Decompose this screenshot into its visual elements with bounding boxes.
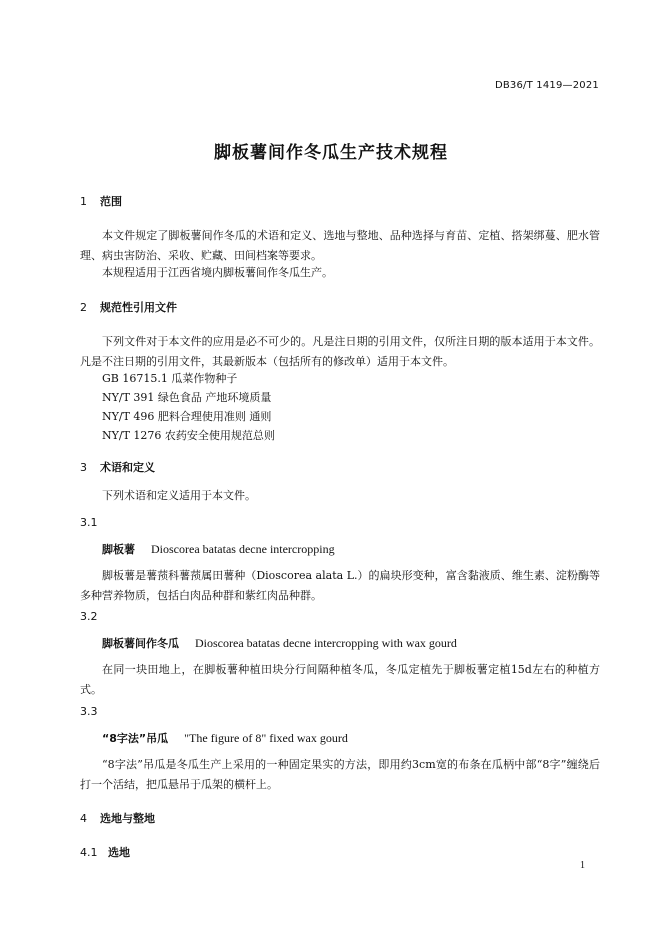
term-3-1-number: 3.1 (80, 516, 98, 529)
term-3-3-definition: “8字法”吊瓜是冬瓜生产上采用的一种固定果实的方法，即用约3cm宽的布条在瓜柄中部“8字”缠绕后打一个活结，把瓜悬吊于瓜架的横杆上。 (80, 758, 600, 791)
page-number: 1 (580, 860, 585, 871)
reference-item: NY/T 496 肥料合理使用准则 通则 (102, 410, 272, 423)
term-3-2-title: 脚板薯间作冬瓜 Dioscorea batatas decne intercropping with wax gourd (102, 636, 457, 650)
standard-number: DB36/T 1419—2021 (494, 80, 599, 91)
section-1-heading: 1 范围 (80, 195, 122, 208)
section-3-heading: 3 术语和定义 (80, 461, 155, 474)
term-3-3-number: 3.3 (80, 705, 98, 718)
section-3-paragraph-1: 下列术语和定义适用于本文件。 (102, 489, 256, 502)
reference-item: NY/T 1276 农药安全使用规范总则 (102, 429, 275, 442)
term-3-2-number: 3.2 (80, 610, 98, 623)
reference-item: GB 16715.1 瓜菜作物种子 (102, 372, 238, 385)
section-2-paragraph-1: 下列文件对于本文件的应用是必不可少的。凡是注日期的引用文件，仅所注日期的版本适用于本文件。凡是不注日期的引用文件，其最新版本（包括所有的修改单）适用于本文件。 (80, 335, 600, 368)
section-2-heading: 2 规范性引用文件 (80, 301, 177, 314)
reference-item: NY/T 391 绿色食品 产地环境质量 (102, 391, 272, 404)
term-3-1-title: 脚板薯 Dioscorea batatas decne intercropping (102, 542, 335, 556)
section-1-paragraph-1: 本文件规定了脚板薯间作冬瓜的术语和定义、选地与整地、品种选择与育苗、定植、搭架绑蔓、肥水管理、病虫害防治、采收、贮藏、田间档案等要求。 (80, 229, 600, 262)
document-title: 脚板薯间作冬瓜生产技术规程 (214, 143, 448, 163)
section-4-1-heading: 4.1 选地 (80, 846, 130, 859)
section-4-heading: 4 选地与整地 (80, 812, 155, 825)
section-1-paragraph-2: 本规程适用于江西省境内脚板薯间作冬瓜生产。 (102, 266, 333, 279)
term-3-3-title: “8字法”吊瓜 "The figure of 8" fixed wax gourd (102, 731, 348, 745)
term-3-1-definition: 脚板薯是薯蓣科薯蓣属田薯种（Dioscorea alata L.）的扁块形变种，富含黏液质、维生素、淀粉酶等多种营养物质，包括白肉品种群和紫红肉品种群。 (80, 569, 600, 602)
term-3-2-definition: 在同一块田地上，在脚板薯种植田块分行间隔种植冬瓜，冬瓜定植先于脚板薯定植15d左右的种植方式。 (80, 663, 600, 696)
